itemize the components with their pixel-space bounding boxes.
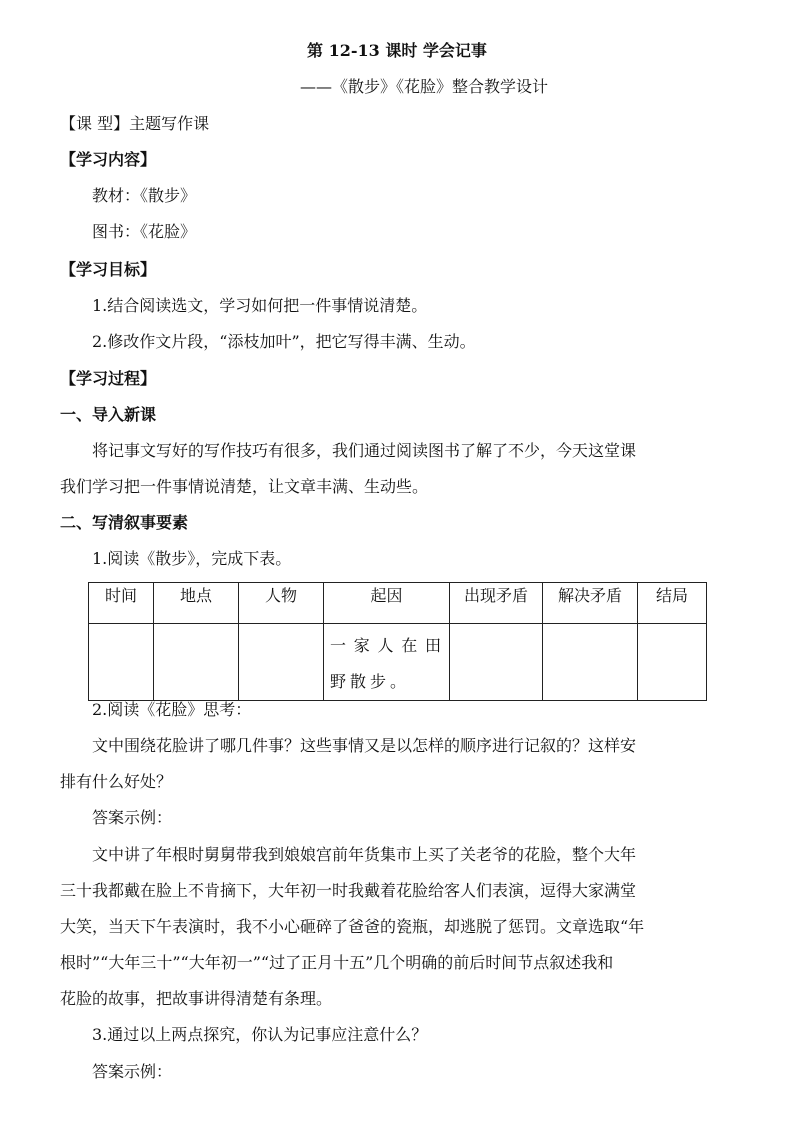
paragraph-line: 我们学习把一件事情说清楚，让文章丰满、生动些。 [60, 477, 429, 496]
goals-heading: 【学习目标】 [60, 260, 157, 279]
table-header-cell: 时间 [89, 583, 154, 624]
table-header-cell: 地点 [154, 583, 239, 624]
section1-heading: 一、导入新课 [60, 405, 157, 424]
paragraph-line: 将记事文写好的写作技巧有很多，我们通过阅读图书了解了不少，今天这堂课 [92, 441, 637, 460]
table-header-row [89, 583, 707, 624]
table-header-cell: 人物 [239, 583, 324, 624]
table-header-cell: 出现矛盾 [450, 583, 543, 624]
table-header-cell: 解决矛盾 [543, 583, 638, 624]
content-heading: 【学习内容】 [60, 150, 157, 169]
question-2: 2.阅读《花脸》思考： [92, 700, 252, 719]
answer-line: 花脸的故事，把故事讲得清楚有条理。 [60, 989, 333, 1008]
narrative-elements-table [88, 582, 707, 701]
table-header-cell: 起因 [324, 583, 450, 624]
goal-item: 1.结合阅读选文，学习如何把一件事情说清楚。 [92, 296, 428, 315]
content-item: 图书：《花脸》 [92, 222, 197, 241]
table-cell[interactable] [89, 624, 154, 701]
table-header-cell: 结局 [638, 583, 707, 624]
lesson-type: 【课 型】主题写作课 [60, 114, 210, 133]
answer-label: 答案示例： [92, 808, 173, 827]
table-cell[interactable] [239, 624, 324, 701]
paragraph-line: 文中围绕花脸讲了哪几件事？这些事情又是以怎样的顺序进行记叙的？这样安 [92, 736, 637, 755]
table-cell[interactable]: 一家人在田野散步。 [324, 624, 450, 701]
paragraph-line: 排有什么好处？ [60, 772, 173, 791]
table-cell[interactable] [638, 624, 707, 701]
page-subtitle: ——《散步》《花脸》整合教学设计 [300, 77, 549, 96]
page-title: 第 12-13 课时 学会记事 [307, 41, 487, 60]
question-1: 1.阅读《散步》，完成下表。 [92, 549, 292, 568]
section2-heading: 二、写清叙事要素 [60, 513, 189, 532]
answer-line: 根时”“大年三十”“大年初一”“过了正月十五”几个明确的前后时间节点叙述我和 [60, 953, 614, 972]
table-row [89, 624, 707, 701]
answer-line: 文中讲了年根时舅舅带我到娘娘宫前年货集市上买了关老爷的花脸，整个大年 [92, 845, 637, 864]
content-item: 教材：《散步》 [92, 186, 197, 205]
goal-item: 2.修改作文片段，“添枝加叶”，把它写得丰满、生动。 [92, 332, 476, 351]
answer-line: 三十我都戴在脸上不肯摘下，大年初一时我戴着花脸给客人们表演，逗得大家满堂 [60, 881, 637, 900]
process-heading: 【学习过程】 [60, 369, 157, 388]
table-cell[interactable] [543, 624, 638, 701]
table-cell[interactable] [154, 624, 239, 701]
question-3: 3.通过以上两点探究，你认为记事应注意什么？ [92, 1025, 428, 1044]
answer-line: 大笑，当天下午表演时，我不小心砸碎了爸爸的瓷瓶，却逃脱了惩罚。文章选取“年 [60, 917, 645, 936]
table-cell[interactable] [450, 624, 543, 701]
answer-label: 答案示例： [92, 1062, 173, 1081]
